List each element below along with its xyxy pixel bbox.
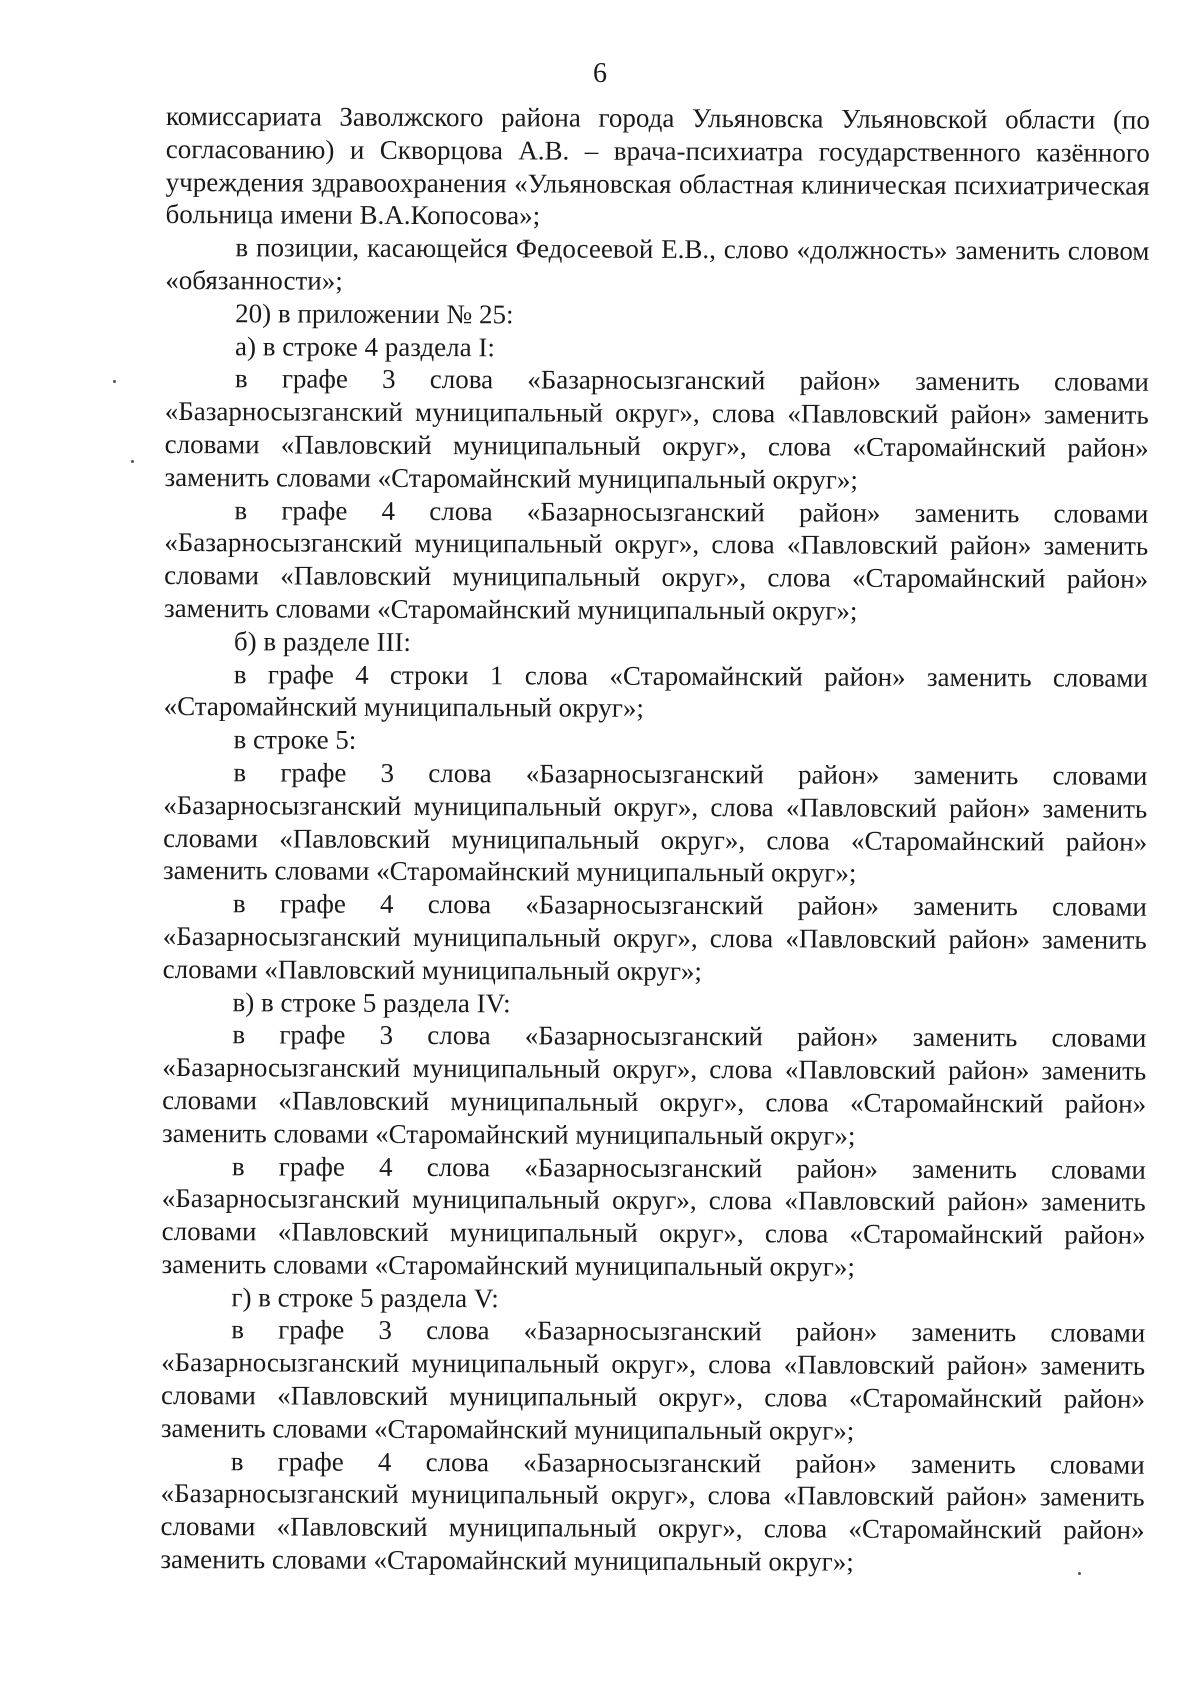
- paragraph-b-row-5-column-3: в графе 3 слова «Базарносызганский район» заменить словами «Базарносызганский муниципальный округ», слова «Павловский район» заменить словами «Павловский муниципальный округ», слова «Старомайнский район» заменить словами «Старомайнский муниципальный округ»;: [162, 757, 1148, 888]
- subitem-a-heading: а) в строке 4 раздела I:: [234, 330, 495, 362]
- subitem-v-heading: в) в строке 5 раздела IV:: [232, 986, 511, 1018]
- subitem-b-row-5-heading: в строке 5:: [233, 724, 357, 755]
- paragraph-a-column-4: в графе 4 слова «Базарносызганский район» заменить словами «Базарносызганский муниципальный округ», слова «Павловский район» заменить словами «Павловский муниципальный округ», слова «Старомайнский район» заменить словами «Старомайнский муниципальный округ»;: [163, 494, 1149, 626]
- paragraph-v-column-3: в графе 3 слова «Базарносызганский район» заменить словами «Базарносызганский муниципальный округ», слова «Павловский район» заменить словами «Павловский муниципальный округ», слова «Старомайнский район» заменить словами «Старомайнский муниципальный округ»;: [161, 1019, 1147, 1151]
- paragraph-continuation: комиссариата Заволжского района города Ульяновска Ульяновской области (по согласованию) и Скворцова А.В. – врача-психиатра государственного казённого учреждения здравоохранения «Ульяновская областная клиническая психиатрическая больница имени В.А.Копосова»;: [165, 100, 1150, 231]
- scan-speck: [113, 380, 116, 383]
- scan-speck: [131, 460, 134, 463]
- paragraph-a-column-3: в графе 3 слова «Базарносызганский район» заменить словами «Базарносызганский муниципальный округ», слова «Павловский район» заменить словами «Павловский муниципальный округ», слова «Старомайнский район» заменить словами «Старомайнский муниципальный округ»;: [164, 363, 1149, 495]
- paragraph-v-column-4: в графе 4 слова «Базарносызганский район» заменить словами «Базарносызганский муниципальный округ», слова «Павловский район» заменить словами «Павловский муниципальный округ», слова «Старомайнский район» заменить словами «Старомайнский муниципальный округ»;: [161, 1150, 1146, 1282]
- paragraph-fedoseeva-amendment: в позиции, касающейся Федосеевой Е.В., слово «должность» заменить словом «обязанности»;: [165, 232, 1150, 296]
- scan-speck: [1078, 1572, 1081, 1575]
- subitem-g-heading: г) в строке 5 раздела V:: [231, 1281, 499, 1313]
- page-number: 6: [593, 58, 607, 89]
- paragraph-b-row-1: в графе 4 строки 1 слова «Старомайнский район» заменить словами «Старомайнский муниципальный округ»;: [163, 658, 1148, 724]
- document-body: [160, 100, 1150, 1580]
- paragraph-g-column-3: в графе 3 слова «Базарносызганский район» заменить словами «Базарносызганский муниципальный округ», слова «Павловский район» заменить словами «Павловский муниципальный округ», слова «Старомайнский район» заменить словами «Старомайнский муниципальный округ»;: [160, 1314, 1146, 1446]
- paragraph-g-column-4: в графе 4 слова «Базарносызганский район» заменить словами «Базарносызганский муниципальный округ», слова «Павловский район» заменить словами «Павловский муниципальный округ», слова «Старомайнский район» заменить словами «Старомайнский муниципальный округ»;: [160, 1445, 1145, 1577]
- item-20-heading: 20) в приложении № 25:: [235, 298, 514, 330]
- subitem-b-heading: б) в разделе III:: [233, 626, 412, 657]
- paragraph-b-row-5-column-4: в графе 4 слова «Базарносызганский район» заменить словами «Базарносызганский муниципальный округ», слова «Павловский район» заменить словами «Павловский муниципальный округ»;: [162, 888, 1147, 986]
